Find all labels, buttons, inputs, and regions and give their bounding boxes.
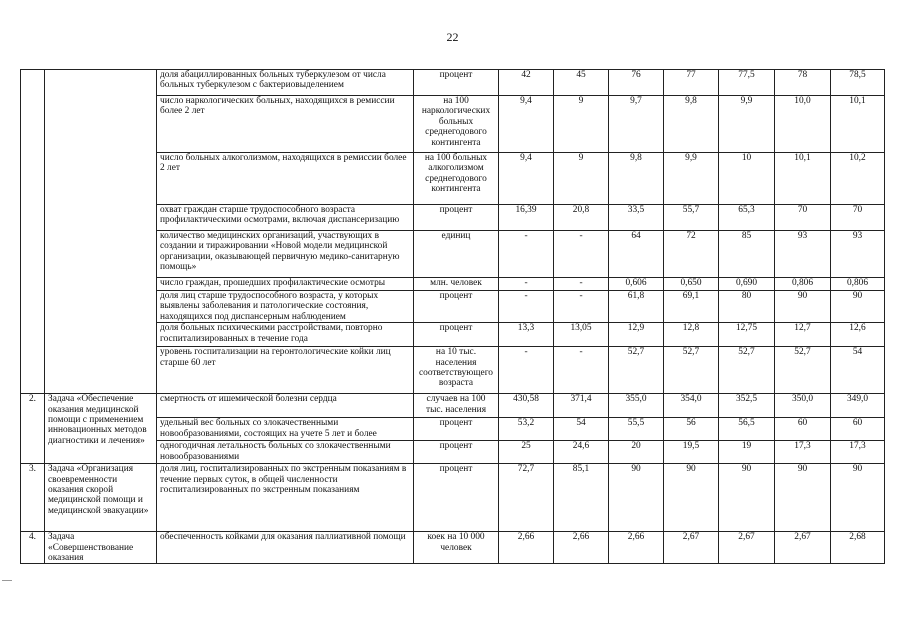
table-row <box>21 70 885 96</box>
value-cell: 9 <box>554 153 609 205</box>
value-cell: 93 <box>831 231 885 278</box>
value-cell: 90 <box>831 464 885 532</box>
unit-cell: процент <box>414 441 499 464</box>
value-cell: 90 <box>831 291 885 323</box>
value-cell: 2,66 <box>609 532 664 564</box>
value-cell: - <box>554 278 609 291</box>
indicator-cell: одногодичная летальность больных со злокачественными новообразованиями <box>157 441 414 464</box>
value-cell: 19 <box>719 441 775 464</box>
value-cell: 77 <box>664 70 719 96</box>
value-cell: 2,66 <box>554 532 609 564</box>
value-cell: - <box>499 231 554 278</box>
unit-cell: на 100 наркологических больных среднегодового контингента <box>414 96 499 153</box>
unit-cell: единиц <box>414 231 499 278</box>
value-cell: 64 <box>609 231 664 278</box>
value-cell: 76 <box>609 70 664 96</box>
task-cell <box>45 70 157 394</box>
value-cell: 90 <box>775 291 831 323</box>
indicator-cell: доля больных психическими расстройствами, повторно госпитализированных в течение года <box>157 323 414 347</box>
value-cell: 12,7 <box>775 323 831 347</box>
value-cell: 93 <box>775 231 831 278</box>
value-cell: 0,690 <box>719 278 775 291</box>
value-cell: 53,2 <box>499 418 554 441</box>
value-cell: 9,9 <box>719 96 775 153</box>
value-cell: 10,0 <box>775 96 831 153</box>
unit-cell: случаев на 100 тыс. населения <box>414 394 499 418</box>
value-cell: 0,806 <box>775 278 831 291</box>
value-cell: 69,1 <box>664 291 719 323</box>
unit-cell: на 10 тыс. населения соответствующего возраста <box>414 347 499 394</box>
value-cell: 80 <box>719 291 775 323</box>
value-cell: 33,5 <box>609 205 664 231</box>
value-cell: 9,8 <box>664 96 719 153</box>
value-cell: 60 <box>775 418 831 441</box>
unit-cell: процент <box>414 205 499 231</box>
indicator-cell: число больных алкоголизмом, находящихся в ремиссии более 2 лет <box>157 153 414 205</box>
value-cell: 77,5 <box>719 70 775 96</box>
unit-cell: процент <box>414 418 499 441</box>
value-cell: 9,4 <box>499 153 554 205</box>
value-cell: 9,9 <box>664 153 719 205</box>
indicator-cell: доля абациллированных больных туберкулезом от числа больных туберкулезом с бактериовыделением <box>157 70 414 96</box>
value-cell: - <box>499 347 554 394</box>
value-cell: 55,5 <box>609 418 664 441</box>
indicator-cell: обеспеченность койками для оказания паллиативной помощи <box>157 532 414 564</box>
value-cell: 52,7 <box>609 347 664 394</box>
value-cell: 17,3 <box>831 441 885 464</box>
page-number: 22 <box>446 30 459 44</box>
value-cell: 24,6 <box>554 441 609 464</box>
table-row <box>21 532 885 564</box>
value-cell: 13,3 <box>499 323 554 347</box>
indicator-cell: доля лиц, госпитализированных по экстренным показаниям в течение первых суток, в общей численности госпитализированных по экстренным показаниям <box>157 464 414 532</box>
task-cell: Задача «Организация своевременности оказания скорой медицинской помощи и медицинской эвакуации» <box>45 464 157 532</box>
value-cell: 2,66 <box>499 532 554 564</box>
value-cell: - <box>554 291 609 323</box>
value-cell: 54 <box>554 418 609 441</box>
value-cell: - <box>499 278 554 291</box>
unit-cell: процент <box>414 464 499 532</box>
value-cell: 78 <box>775 70 831 96</box>
indicator-cell: количество медицинских организаций, участвующих в создании и тиражировании «Новой модели медицинской организации, оказывающей первичную медико-санитарную помощь» <box>157 231 414 278</box>
unit-cell: на 100 больных алкоголизмом среднегодового контингента <box>414 153 499 205</box>
value-cell: 20,8 <box>554 205 609 231</box>
value-cell: 56,5 <box>719 418 775 441</box>
value-cell: 90 <box>775 464 831 532</box>
value-cell: 60 <box>831 418 885 441</box>
value-cell: 65,3 <box>719 205 775 231</box>
task-cell: Задача «Совершенствование оказания <box>45 532 157 564</box>
value-cell: 72,7 <box>499 464 554 532</box>
value-cell: 10,1 <box>775 153 831 205</box>
value-cell: 12,75 <box>719 323 775 347</box>
row-number-cell: 3. <box>21 464 45 532</box>
indicator-cell: удельный вес больных со злокачественными новообразованиями, состоящих на учете 5 лет и более <box>157 418 414 441</box>
value-cell: 371,4 <box>554 394 609 418</box>
value-cell: 0,806 <box>831 278 885 291</box>
value-cell: 12,9 <box>609 323 664 347</box>
row-number-cell: 4. <box>21 532 45 564</box>
indicator-cell: смертность от ишемической болезни сердца <box>157 394 414 418</box>
table-row <box>21 394 885 418</box>
unit-cell: процент <box>414 323 499 347</box>
value-cell: 9,4 <box>499 96 554 153</box>
value-cell: 350,0 <box>775 394 831 418</box>
value-cell: 85,1 <box>554 464 609 532</box>
unit-cell: коек на 10 000 человек <box>414 532 499 564</box>
value-cell: 78,5 <box>831 70 885 96</box>
indicators-table <box>20 69 885 564</box>
value-cell: 354,0 <box>664 394 719 418</box>
indicator-cell: доля лиц старше трудоспособного возраста, у которых выявлены заболевания и патологические состояния, находящихся под диспансерным наблюдением <box>157 291 414 323</box>
value-cell: 2,67 <box>664 532 719 564</box>
value-cell: 16,39 <box>499 205 554 231</box>
task-cell: Задача «Обеспечение оказания медицинской помощи с применением инновационных методов диагностики и лечения» <box>45 394 157 464</box>
value-cell: 9,8 <box>609 153 664 205</box>
unit-cell: млн. человек <box>414 278 499 291</box>
value-cell: 12,8 <box>664 323 719 347</box>
value-cell: 52,7 <box>775 347 831 394</box>
value-cell: 10,1 <box>831 96 885 153</box>
value-cell: 2,67 <box>775 532 831 564</box>
indicator-cell: число граждан, прошедших профилактические осмотры <box>157 278 414 291</box>
value-cell: - <box>554 347 609 394</box>
value-cell: 54 <box>831 347 885 394</box>
value-cell: 55,7 <box>664 205 719 231</box>
table-row <box>21 464 885 532</box>
value-cell: 70 <box>775 205 831 231</box>
value-cell: 0,606 <box>609 278 664 291</box>
value-cell: 52,7 <box>664 347 719 394</box>
value-cell: - <box>499 291 554 323</box>
value-cell: 0,650 <box>664 278 719 291</box>
value-cell: 12,6 <box>831 323 885 347</box>
row-number-cell: 2. <box>21 394 45 464</box>
value-cell: 56 <box>664 418 719 441</box>
value-cell: 42 <box>499 70 554 96</box>
value-cell: 90 <box>609 464 664 532</box>
value-cell: 355,0 <box>609 394 664 418</box>
value-cell: 25 <box>499 441 554 464</box>
indicator-cell: охват граждан старше трудоспособного возраста профилактическими осмотрами, включая диспансеризацию <box>157 205 414 231</box>
value-cell: 72 <box>664 231 719 278</box>
indicator-cell: уровень госпитализации на геронтологические койки лиц старше 60 лет <box>157 347 414 394</box>
unit-cell: процент <box>414 70 499 96</box>
value-cell: - <box>554 231 609 278</box>
value-cell: 70 <box>831 205 885 231</box>
value-cell: 2,67 <box>719 532 775 564</box>
value-cell: 352,5 <box>719 394 775 418</box>
value-cell: 90 <box>719 464 775 532</box>
indicator-cell: число наркологических больных, находящихся в ремиссии более 2 лет <box>157 96 414 153</box>
value-cell: 45 <box>554 70 609 96</box>
value-cell: 85 <box>719 231 775 278</box>
value-cell: 2,68 <box>831 532 885 564</box>
value-cell: 17,3 <box>775 441 831 464</box>
value-cell: 430,58 <box>499 394 554 418</box>
value-cell: 13,05 <box>554 323 609 347</box>
row-number-cell <box>21 70 45 394</box>
value-cell: 20 <box>609 441 664 464</box>
scan-edge-mark <box>2 580 12 581</box>
value-cell: 9 <box>554 96 609 153</box>
value-cell: 10,2 <box>831 153 885 205</box>
value-cell: 52,7 <box>719 347 775 394</box>
value-cell: 10 <box>719 153 775 205</box>
unit-cell: процент <box>414 291 499 323</box>
value-cell: 90 <box>664 464 719 532</box>
value-cell: 61,8 <box>609 291 664 323</box>
value-cell: 9,7 <box>609 96 664 153</box>
value-cell: 349,0 <box>831 394 885 418</box>
value-cell: 19,5 <box>664 441 719 464</box>
